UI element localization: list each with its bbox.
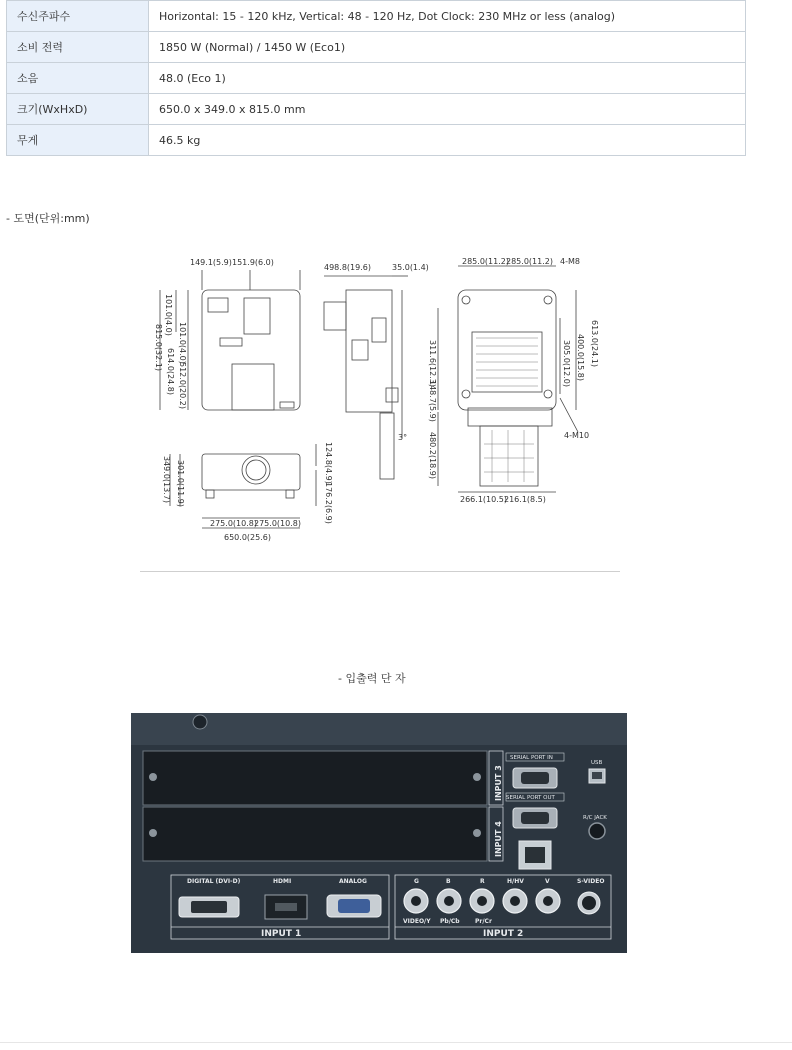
svideo-label: S-VIDEO xyxy=(577,878,605,885)
input1-label: INPUT 1 xyxy=(261,929,302,939)
projector-top-view xyxy=(202,290,300,410)
dim-label: 311.6(12.3) xyxy=(428,340,437,387)
dim-label: 650.0(25.6) xyxy=(224,533,271,542)
analog-label: ANALOG xyxy=(339,878,367,885)
projector-front-view xyxy=(202,454,300,490)
slot-input3 xyxy=(143,751,487,805)
dim-label: 305.0(12.0) xyxy=(562,340,571,387)
footer-divider xyxy=(0,1042,792,1043)
dim-label: 101.0(4.0) xyxy=(178,322,187,364)
dim-label: 124.8(4.9) xyxy=(324,442,333,484)
spec-value: 650.0 x 349.0 x 815.0 mm xyxy=(149,94,746,125)
serial-out-label: SERIAL PORT OUT xyxy=(506,795,555,801)
input4-label: INPUT 4 xyxy=(494,821,503,857)
dim-label: 400.0(15.8) xyxy=(576,334,585,381)
dim-label: 4-M10 xyxy=(564,431,590,440)
dim-label: 3° xyxy=(398,433,408,442)
dim-label: 176.2(6.9) xyxy=(324,482,333,524)
dim-label: 216.1(8.5) xyxy=(504,495,546,504)
rc-jack[interactable] xyxy=(589,823,605,839)
dim-label: 480.2(18.9) xyxy=(428,432,437,479)
spec-label: 수신주파수 xyxy=(7,1,149,32)
io-title: - 입출력 단 자 xyxy=(338,672,406,685)
dim-label: 151.9(6.0) xyxy=(232,258,274,267)
serial-port-in[interactable] xyxy=(513,768,557,788)
spec-value: Horizontal: 15 - 120 kHz, Vertical: 48 - 120 Hz, Dot Clock: 230 MHz or less (analog) xyxy=(149,1,746,32)
dvi-port[interactable] xyxy=(179,897,239,917)
lan-port[interactable] xyxy=(519,841,551,869)
spec-label: 소비 전력 xyxy=(7,32,149,63)
dim-label: 275.0(10.8) xyxy=(254,519,301,528)
spec-value: 48.0 (Eco 1) xyxy=(149,63,746,94)
video-y-label: VIDEO/Y xyxy=(403,918,431,925)
spec-row xyxy=(7,32,746,63)
serial-port-out[interactable] xyxy=(513,808,557,828)
usb-port[interactable] xyxy=(589,769,605,783)
spec-label: 소음 xyxy=(7,63,149,94)
r-label: R xyxy=(480,878,485,885)
io-panel xyxy=(131,713,627,953)
spec-row xyxy=(7,125,746,156)
spec-row xyxy=(7,1,746,32)
dim-label: 266.1(10.5) xyxy=(460,495,507,504)
dim-label: 498.8(19.6) xyxy=(324,263,371,272)
drawing-title: - 도면(단위:mm) xyxy=(6,212,90,225)
v-label: V xyxy=(545,878,550,885)
spec-row xyxy=(7,94,746,125)
dim-label: 285.0(11.2) xyxy=(506,257,553,266)
dim-label: 35.0(1.4) xyxy=(392,263,429,272)
projector-side-view xyxy=(346,290,392,412)
dim-label: 301.0(11.9) xyxy=(176,460,185,507)
slot-input4 xyxy=(143,807,487,861)
dimension-drawing xyxy=(140,248,620,548)
input2-label: INPUT 2 xyxy=(483,929,524,939)
divider xyxy=(140,571,620,572)
svideo-port[interactable] xyxy=(578,892,600,914)
dim-label: 815.0(32.1) xyxy=(154,324,163,371)
dim-label: 349.0(13.7) xyxy=(162,456,171,503)
screw-icon xyxy=(193,715,207,729)
dim-label: 512.0(20.2) xyxy=(178,362,187,409)
hhv-label: H/HV xyxy=(507,878,524,885)
rc-jack-label: R/C JACK xyxy=(583,815,607,821)
spec-label: 크기(WxHxD) xyxy=(7,94,149,125)
dim-label: 4-M8 xyxy=(560,257,580,266)
usb-label: USB xyxy=(591,760,603,766)
dim-label: 613.0(24.1) xyxy=(590,320,599,367)
analog-vga-port[interactable] xyxy=(327,895,381,917)
dim-label: 614.0(24.8) xyxy=(166,348,175,395)
pb-cb-label: Pb/Cb xyxy=(440,918,460,925)
g-label: G xyxy=(414,878,419,885)
hdmi-port[interactable] xyxy=(265,895,307,919)
spec-value: 1850 W (Normal) / 1450 W (Eco1) xyxy=(149,32,746,63)
dim-label: 101.0(4.0) xyxy=(164,294,173,336)
dvi-label: DIGITAL (DVI-D) xyxy=(187,878,241,885)
spec-label: 무게 xyxy=(7,125,149,156)
spec-row xyxy=(7,63,746,94)
spec-table xyxy=(6,0,746,156)
dim-label: 275.0(10.8) xyxy=(210,519,257,528)
serial-in-label: SERIAL PORT IN xyxy=(510,755,553,761)
dim-label: 285.0(11.2) xyxy=(462,257,509,266)
input3-label: INPUT 3 xyxy=(494,765,503,801)
dim-label: 148.7(5.9) xyxy=(428,380,437,422)
dim-label: 149.1(5.9) xyxy=(190,258,232,267)
hdmi-label: HDMI xyxy=(273,878,292,885)
pr-cr-label: Pr/Cr xyxy=(475,918,492,925)
b-label: B xyxy=(446,878,451,885)
spec-value: 46.5 kg xyxy=(149,125,746,156)
